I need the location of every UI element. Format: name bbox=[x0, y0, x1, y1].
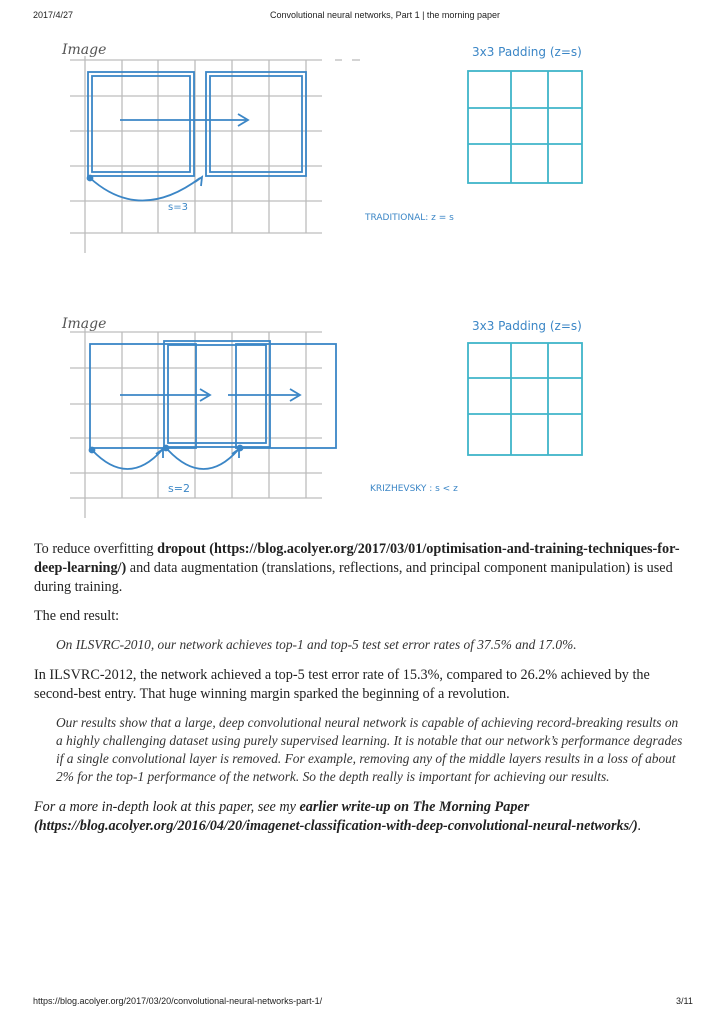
print-title: Convolutional neural networks, Part 1 | the morning paper bbox=[270, 10, 500, 20]
image-label: Image bbox=[62, 316, 107, 332]
quote-ilsvrc-2010: On ILSVRC-2010, our network achieves top-1 and top-5 test set error rates of 37.5% and 17.0%. bbox=[56, 637, 577, 652]
caption-label: KRIZHEVSKY : s < z bbox=[370, 484, 458, 494]
caption-label: TRADITIONAL: z = s bbox=[365, 213, 454, 223]
figure-2-sketch bbox=[60, 308, 620, 533]
figure-1-sketch bbox=[60, 38, 620, 263]
text-span: For a more in-depth look at this paper, see my bbox=[34, 799, 300, 815]
padding-label: 3x3 Padding (z=s) bbox=[472, 45, 582, 59]
print-date: 2017/4/27 bbox=[33, 10, 74, 20]
stride-label: s=2 bbox=[168, 482, 190, 495]
stride-label: s=3 bbox=[168, 202, 188, 213]
paragraph-end-result: The end result: bbox=[34, 608, 120, 624]
text-span: To reduce overfitting bbox=[34, 541, 158, 557]
padding-grid bbox=[468, 71, 582, 183]
earlier-writeup-link[interactable]: earlier write-up on The Morning Paper (https://blog.acolyer.org/2016/04/20/imagenet-classification-with-deep-convolutional-neural-networks/) bbox=[34, 799, 638, 834]
paragraph-further-reading bbox=[34, 798, 684, 836]
page-number: 3/11 bbox=[676, 996, 693, 1006]
padding-label: 3x3 Padding (z=s) bbox=[472, 319, 582, 333]
text-span: and data augmentation (translations, reflections, and principal component manipulation) is used during training. bbox=[34, 560, 673, 595]
article-body bbox=[34, 540, 684, 846]
paragraph-dropout bbox=[34, 540, 684, 597]
figure-traditional-pooling bbox=[60, 38, 620, 263]
text-span: . bbox=[637, 818, 642, 834]
footer-url: https://blog.acolyer.org/2017/03/20/convolutional-neural-networks-part-1/ bbox=[33, 996, 323, 1006]
pooling-windows bbox=[90, 341, 337, 469]
image-label: Image bbox=[62, 42, 107, 58]
paragraph-ilsvrc-2012: In ILSVRC-2012, the network achieved a top-5 test error rate of 15.3%, compared to 26.2% achieved by the second-best entry. That huge winning margin sparked the beginning of a revolution. bbox=[34, 667, 650, 702]
image-grid bbox=[70, 56, 360, 253]
padding-grid bbox=[468, 343, 582, 455]
pooling-windows bbox=[88, 72, 307, 201]
quote-depth: Our results show that a large, deep convolutional neural network is capable of achieving record-breaking results on a highly challenging dataset using purely supervised learning. It is notable that our network’s performance degrades if a single convolutional layer is removed. For example, removing any of the middle layers results in a loss of about 2% for the top-1 performance of the network. So the depth really is important for achieving our results. bbox=[56, 715, 683, 784]
figure-overlapping-pooling bbox=[60, 308, 620, 533]
dropout-link[interactable]: dropout (https://blog.acolyer.org/2017/03/01/optimisation-and-training-techniques-for-deep-learning/) bbox=[34, 541, 680, 576]
